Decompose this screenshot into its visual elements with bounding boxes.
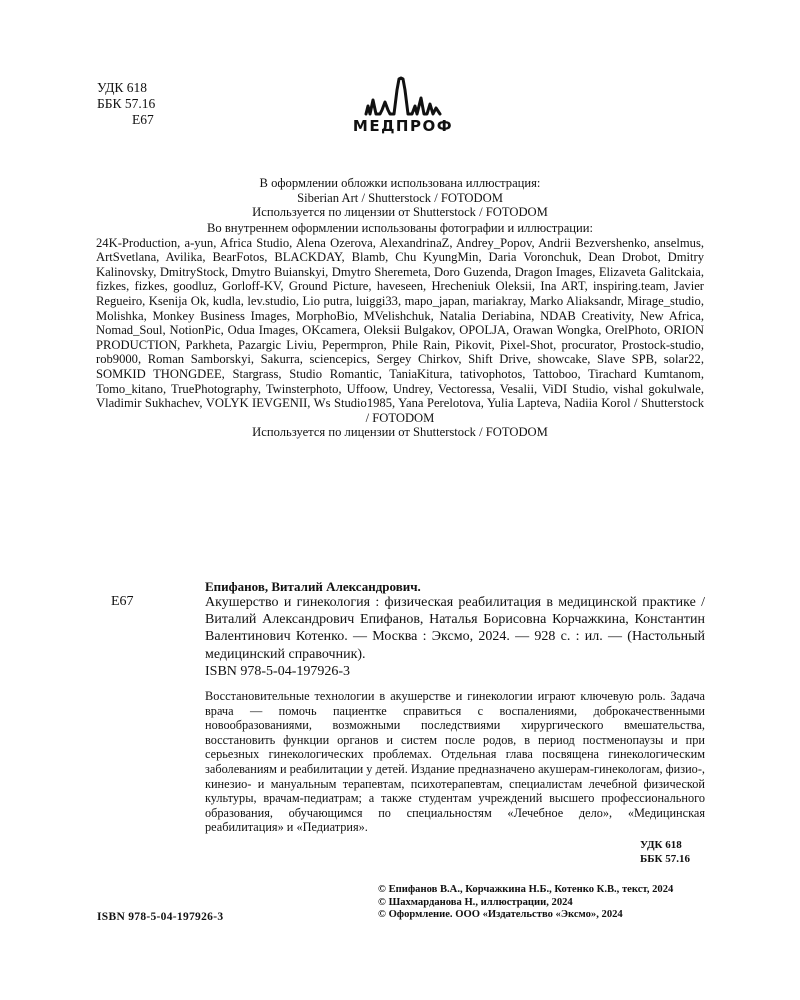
inner-credits-heading: Во внутреннем оформлении использованы фотографии и иллюстрации: <box>207 221 593 235</box>
bbk-code: ББК 57.16 <box>97 96 156 111</box>
inner-credits-license: Используется по лицензии от Shutterstock / FOTODOM <box>252 425 548 440</box>
udk-code: УДК 618 <box>97 80 148 95</box>
publisher-logo <box>348 76 458 135</box>
cover-credits-heading: В оформлении обложки использована иллюстрация: <box>259 176 541 190</box>
footer-bbk: ББК 57.16 <box>640 853 691 865</box>
author-mark: Е67 <box>132 112 154 127</box>
copyright-line: © Шахмарданова Н., иллюстрации, 2024 <box>378 896 573 908</box>
copyright-block <box>378 884 673 922</box>
bibliography-author: Епифанов, Виталий Александрович. <box>205 579 421 594</box>
footer-udk: УДК 618 <box>640 839 682 851</box>
copyright-line: © Епифанов В.А., Корчажкина Н.Б., Котенко К.В., текст, 2024 <box>378 884 674 895</box>
bibliography-description: Акушерство и гинекология : физическая реабилитация в медицинской практике / Виталий Александрович Епифанов, Наталья Борисовна Корчажкина, Константин Валентинович Котенко. — Москва : Эксмо, 2024. — 928 с. : ил. — (Настольный медицинский справочник). <box>205 595 705 662</box>
annotation-text: Восстановительные технологии в акушерстве и гинекологии играют ключевую роль. Задача врача — помочь пациентке справиться с воспалениями, доброкачественными новообразованиями, возможными последствиями хирургического вмешательства, восстановить функции органов и систем после родов, в период постменопаузы и при серьезных гинекологических проблемах. Отдельная глава посвящена гинекологическим заболеваниям и реабилитации у детей. Издание предназначено акушерам-гинекологам, физио-, кинезио- и мануальным терапевтам, психотерапевтам, специалистам лечебной физической культуры, врачам-педиатрам; а также студентам учреждений высшего профессионального образования, обучающимся по специальностям «Лечебное дело», «Медицинская реабилитация» и «Педиатрия». <box>205 689 705 835</box>
publisher-name: МЕДПРОФ <box>352 117 454 135</box>
isbn-bottom: ISBN 978-5-04-197926-3 <box>97 911 224 923</box>
footer-classification <box>640 838 690 866</box>
inner-credits <box>96 221 704 440</box>
cover-credits-source: Siberian Art / Shutterstock / FOTODOM <box>297 190 503 205</box>
inner-credits-list: 24K-Production, a-yun, Africa Studio, Alena Ozerova, AlexandrinaZ, Andrey_Popov, Andrii Bezvershenko, anselmus, ArtSvetlana, Avilika, BearFotos, BLACKDAY, Blamb, Chu KyungMin, Daria Voronchuk, Dean Drobot, Dmitry Kalinovsky, DmitryStock, Dmytro Buianskyi, Dmytro Sheremeta, Doro Guzenda, Dragon Images, Elizaveta Galitckaia, fizkes, fizkes, goodluz, Gorloff-KV, Ground Picture, haveseen, Hrecheniuk Oleksii, Ina ART, inspiring.team, Javier Regueiro, Ksenija Ok, kudla, lev.studio, Lio putra, luiggi33, mapo_japan, mariakray, Marko Aliaksandr, Mirage_studio, Molishka, Monkey Business Images, MorphoBio, MVelishchuk, Natalia Deriabina, NDAB Creativity, New Africa, Nomad_Soul, NotionPic, Odua Images, OKcamera, Oleksii Bulgakov, OPOLJA, Orawan Wongka, OrelPhoto, ORION PRODUCTION, Parkheta, Pazargic Liviu, Pepermpron, Phile Rain, Pikovit, Pixel-Shot, procurator, Prostock-studio, rob9000, Roman Samborskyi, Sakurra, sciencepics, Sergey Chirkov, Shift Drive, showcake, Slave SPB, solar22, SOMKID THONGDEE, Stargrass, Studio Romantic, TaniaKitura, tativophotos, Tattoboo, Tirachard Kumtanom, Tomo_kitano, TruePhotography, Twinsterphoto, Uffoow, Undrey, Vectoressa, Vesalii, ViDI Studio, vishal gokulwale, Vladimir Sukhachev, VOLYK IEVGENII, Ws Studio1985, Yana Perelotova, Yulia Lapteva, Nadiia Korol / Shutterstock / FOTODOM <box>96 235 704 425</box>
classification-block <box>97 80 155 128</box>
copyright-line: © Оформление. ООО «Издательство «Эксмо», 2024 <box>378 909 623 921</box>
city-skyline-icon <box>364 76 442 116</box>
bibliography-isbn: ISBN 978-5-04-197926-3 <box>205 664 351 679</box>
bibliography-code: Е67 <box>111 594 134 609</box>
cover-credits-license: Используется по лицензии от Shutterstock / FOTODOM <box>252 205 548 220</box>
cover-credits <box>96 176 704 220</box>
